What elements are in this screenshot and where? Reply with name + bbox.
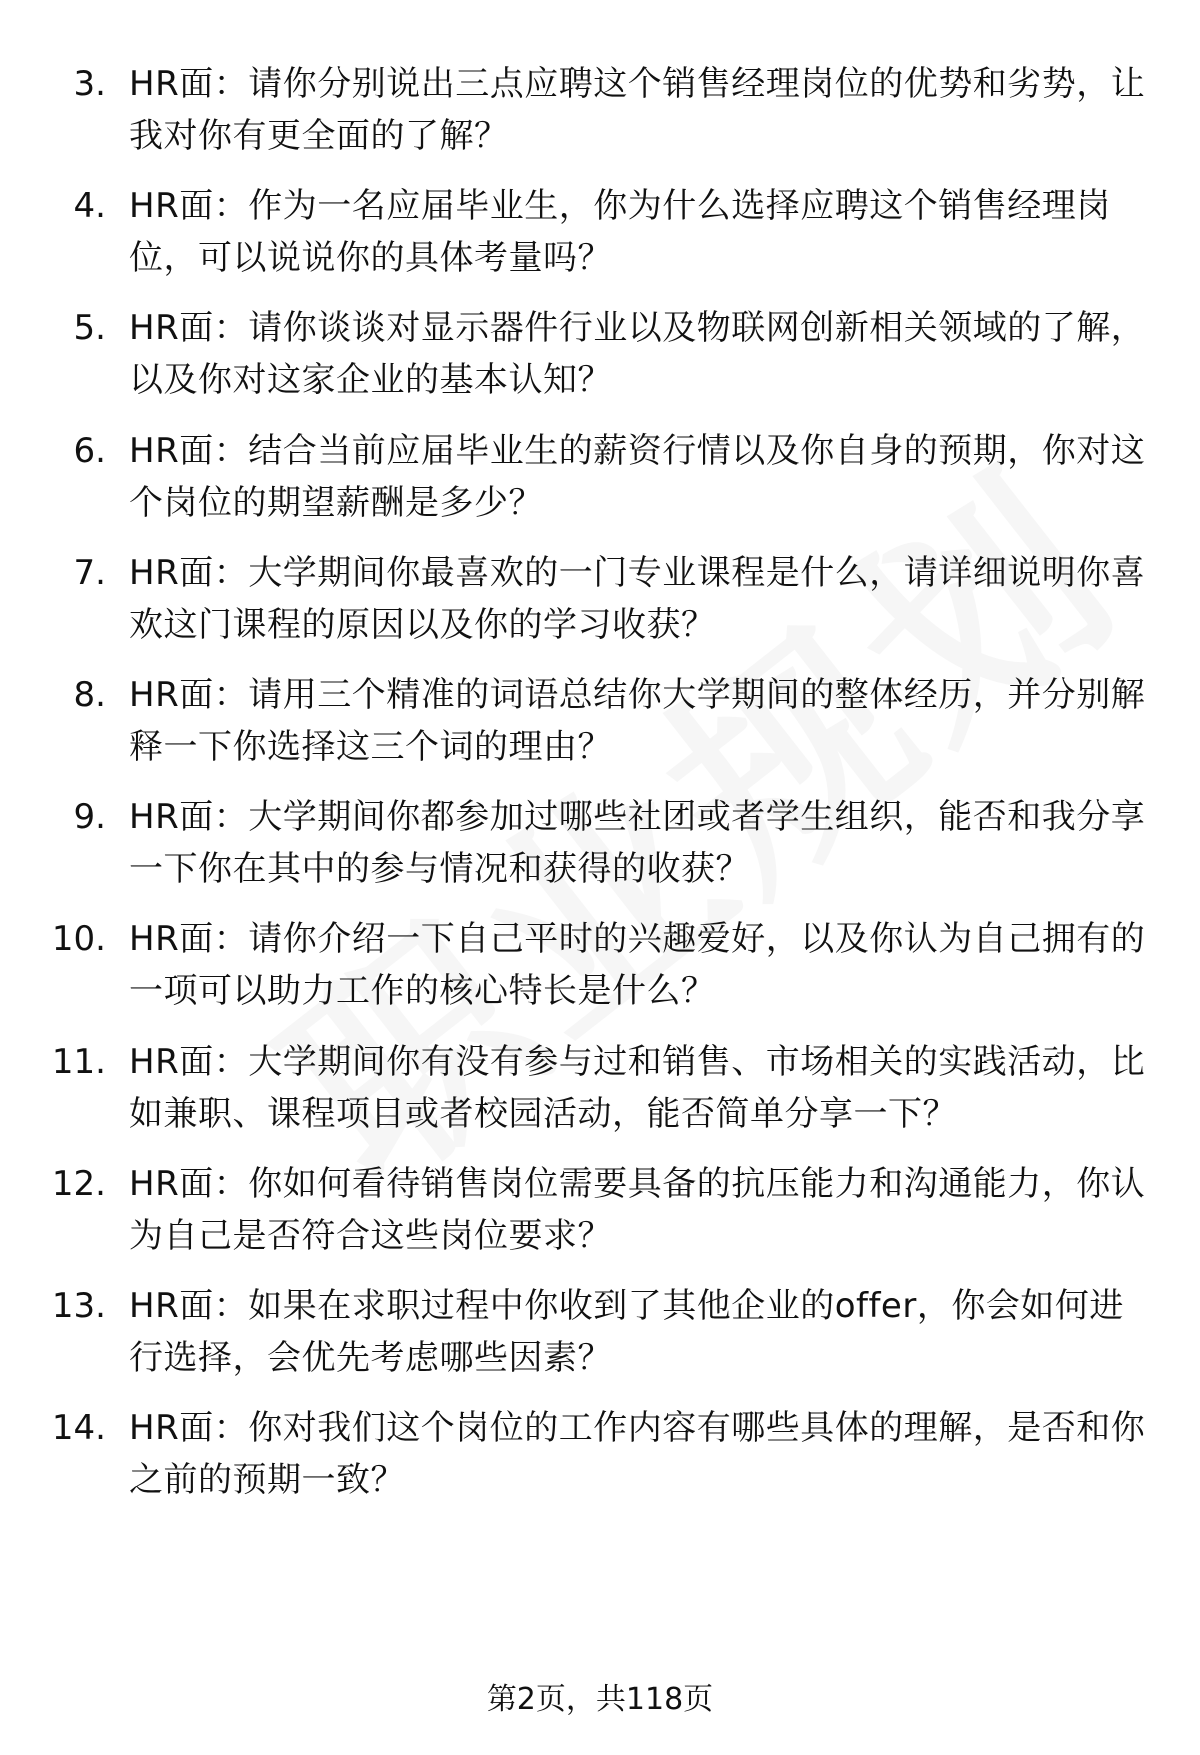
- question-item: [0, 541, 1200, 658]
- question-text: HR面：请你分别说出三点应聘这个销售经理岗位的优势和劣势，让我对你有更全面的了解？: [129, 64, 1146, 156]
- question-item: [0, 1030, 1200, 1147]
- question-text: HR面：大学期间你有没有参与过和销售、市场相关的实践活动，比如兼职、课程项目或者校园活动，能否简单分享一下？: [129, 1041, 1146, 1134]
- question-item: [0, 1152, 1200, 1269]
- question-number: 7.: [73, 552, 106, 593]
- question-number: 14.: [51, 1408, 106, 1449]
- question-item: [0, 419, 1200, 536]
- question-item: [0, 907, 1200, 1024]
- question-number: 6.: [73, 430, 106, 471]
- question-item: [0, 296, 1200, 413]
- page-footer: 第2页，共118页: [486, 1682, 714, 1717]
- question-text: HR面：如果在求职过程中你收到了其他企业的offer，你会如何进行选择，会优先考虑哪些因素？: [129, 1285, 1124, 1378]
- question-item: [0, 174, 1200, 291]
- question-item: [0, 785, 1200, 902]
- question-number: 5.: [73, 308, 106, 349]
- question-text: HR面：大学期间你最喜欢的一门专业课程是什么，请详细说明你喜欢这门课程的原因以及你的学习收获？: [129, 552, 1146, 645]
- question-text: HR面：请你谈谈对显示器件行业以及物联网创新相关领域的了解，以及你对这家企业的基本认知？: [129, 308, 1146, 401]
- question-number: 10.: [51, 919, 106, 960]
- question-text: HR面：大学期间你都参加过哪些社团或者学生组织，能否和我分享一下你在其中的参与情况和获得的收获？: [129, 797, 1146, 890]
- question-number: 3.: [73, 64, 106, 104]
- question-number: 11.: [51, 1041, 106, 1082]
- question-item: [0, 663, 1200, 780]
- question-item: [0, 1396, 1200, 1513]
- question-text: HR面：结合当前应届毕业生的薪资行情以及你自身的预期，你对这个岗位的期望薪酬是多少？: [129, 430, 1146, 523]
- question-text: HR面：请你介绍一下自己平时的兴趣爱好，以及你认为自己拥有的一项可以助力工作的核心特长是什么？: [129, 919, 1146, 1012]
- question-number: 9.: [73, 797, 106, 838]
- question-item: [0, 52, 1200, 169]
- question-text: HR面：请用三个精准的词语总结你大学期间的整体经历，并分别解释一下你选择这三个词的理由？: [129, 674, 1146, 767]
- question-list: [0, 52, 1200, 1518]
- question-number: 12.: [51, 1163, 106, 1204]
- question-number: 13.: [51, 1285, 106, 1326]
- question-text: HR面：作为一名应届毕业生，你为什么选择应聘这个销售经理岗位，可以说说你的具体考量吗？: [129, 186, 1111, 279]
- question-text: HR面：你如何看待销售岗位需要具备的抗压能力和沟通能力，你认为自己是否符合这些岗位要求？: [129, 1163, 1146, 1256]
- question-text: HR面：你对我们这个岗位的工作内容有哪些具体的理解，是否和你之前的预期一致？: [129, 1408, 1146, 1501]
- question-number: 8.: [73, 674, 106, 715]
- question-item: [0, 1274, 1200, 1391]
- question-number: 4.: [73, 186, 106, 227]
